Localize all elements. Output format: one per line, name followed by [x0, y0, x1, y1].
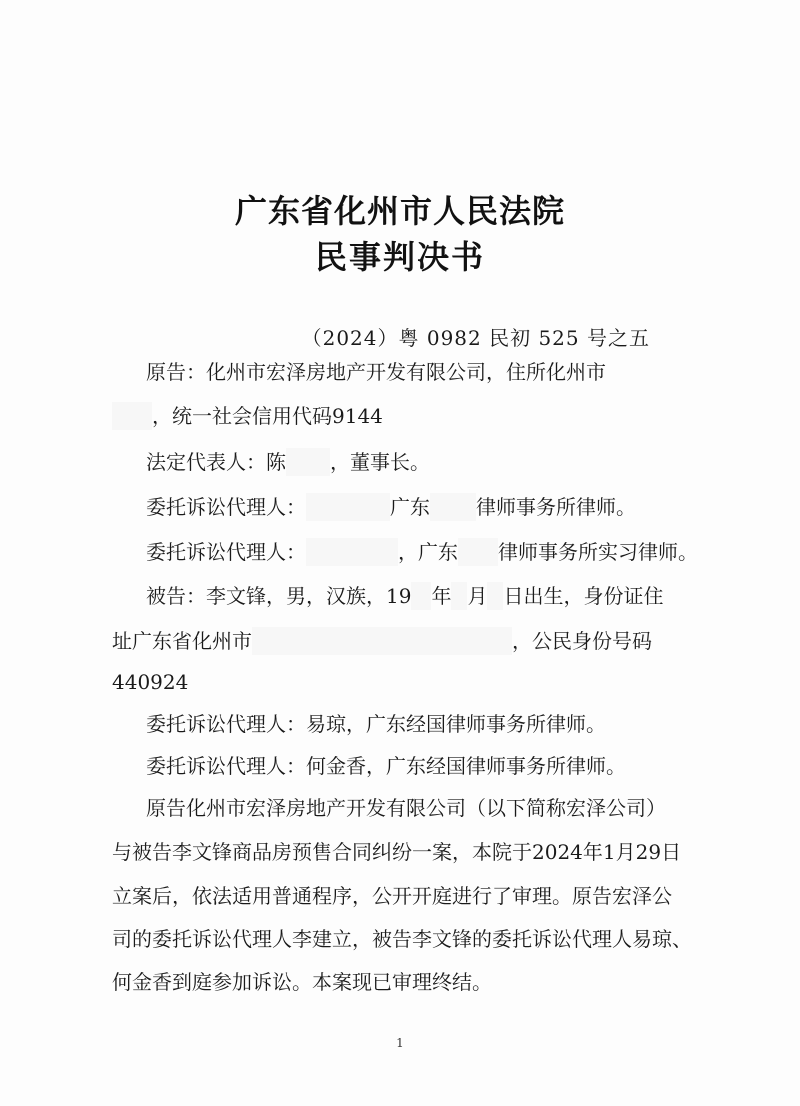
redaction-block — [487, 582, 503, 610]
legal-rep-line — [146, 448, 430, 476]
defendant-agent-1-line — [146, 710, 606, 738]
defendant-agent-1-text: 委托诉讼代理人：易琼，广东经国律师事务所律师。 — [146, 712, 606, 736]
summary-line-1: 原告化州市宏泽房地产开发有限公司（以下简称宏泽公司） — [146, 796, 666, 820]
agent-firm-suffix: 律师事务所律师。 — [476, 495, 636, 519]
id-number-prefix: 440924 — [112, 670, 189, 694]
plaintiff-credit-code-line — [112, 402, 383, 430]
agent-firm-suffix: 律师事务所实习律师。 — [498, 540, 698, 564]
redaction-block — [112, 402, 152, 430]
redaction-block — [411, 582, 431, 610]
document-type-heading: 民事判决书 — [314, 238, 485, 276]
agent-label: 委托诉讼代理人： — [146, 540, 306, 564]
defendant-line — [146, 582, 663, 610]
summary-line-5: 何金香到庭参加诉讼。本案现已审理终结。 — [112, 970, 492, 994]
redaction-block — [306, 493, 390, 521]
plaintiff-text: 原告：化州市宏泽房地产开发有限公司，住所化州市 — [146, 360, 606, 384]
summary-line-2: 与被告李文锋商品房预售合同纠纷一案，本院于2024年1月29日 — [112, 840, 682, 864]
address-prefix: 址广东省化州市 — [112, 629, 252, 653]
legal-rep-title: ，董事长。 — [330, 450, 430, 474]
agent-firm-prefix: ，广东 — [398, 540, 458, 564]
redaction-block — [306, 538, 398, 566]
redaction-block — [458, 538, 498, 566]
defendant-text: 被告：李文锋，男，汉族，19 — [146, 584, 412, 608]
case-number: （2024）粤 0982 民初 525 号之五 — [301, 326, 650, 350]
legal-rep-label: 法定代表人：陈 — [146, 450, 286, 474]
agent-firm-prefix: 广东 — [390, 495, 430, 519]
plaintiff-agent-2-line — [146, 538, 698, 566]
redaction-block — [286, 448, 330, 476]
plaintiff-agent-1-line — [146, 493, 636, 521]
plaintiff-line — [146, 358, 606, 386]
id-number-label: ，公民身份号码 — [512, 629, 652, 653]
page-number: 1 — [396, 1036, 404, 1050]
summary-line-4: 司的委托诉讼代理人李建立，被告李文锋的委托诉讼代理人易琼、 — [112, 927, 692, 951]
birth-day-suffix: 日出生，身份证住 — [503, 584, 664, 608]
credit-code-text: ，统一社会信用代码9144 — [152, 404, 383, 428]
birth-year-suffix: 年 — [431, 584, 452, 608]
defendant-agent-2-line — [146, 752, 626, 780]
defendant-id-line — [112, 668, 188, 696]
defendant-agent-2-text: 委托诉讼代理人：何金香，广东经国律师事务所律师。 — [146, 754, 626, 778]
defendant-address-line — [112, 627, 652, 655]
redaction-block — [451, 582, 467, 610]
summary-line-3: 立案后，依法适用普通程序，公开开庭进行了审理。原告宏泽公 — [112, 884, 672, 908]
court-name-heading: 广东省化州市人民法院 — [234, 192, 565, 230]
birth-month-suffix: 月 — [467, 584, 488, 608]
redaction-block — [252, 627, 512, 655]
agent-label: 委托诉讼代理人： — [146, 495, 306, 519]
redaction-block — [430, 493, 476, 521]
